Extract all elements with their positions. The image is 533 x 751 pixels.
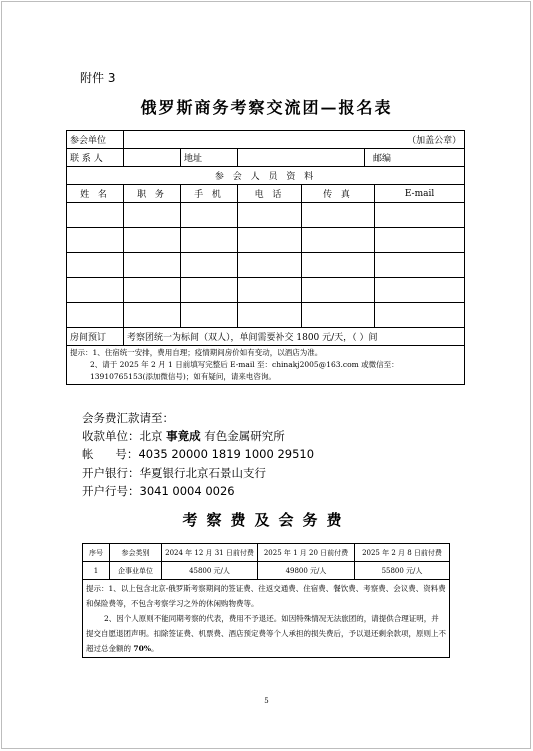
account-number: 4035 20000 1819 1000 29510 [138,447,315,462]
payee-rest: 有色金属研究所 [200,429,285,444]
unit-row [67,131,465,149]
address-label: 地址 [181,149,238,167]
col-fax: 传 真 [302,185,375,203]
attendee-cell[interactable] [375,278,465,303]
fee-header-tier3: 2025 年 2 月 8 日前付费 [355,544,450,562]
attendee-cell[interactable] [67,228,124,253]
registration-form-table [66,130,465,385]
attendee-row [67,203,465,228]
attendee-cell[interactable] [181,303,238,328]
postcode-label: 邮编 [373,154,392,164]
account-line [82,445,314,463]
attendee-cell[interactable] [181,253,238,278]
payee-label: 收款单位：北京 [82,429,167,444]
seal-note: （加盖公章） [407,136,462,146]
payee-line [82,427,314,445]
fee-tier1: 45800 元/人 [162,562,258,580]
fee-note-2-percent: 70% [133,644,151,653]
form-note-1: 提示：1、住宿统一安排，费用自理；疫情期间房价如有变动，以酒店为准。 [70,348,323,357]
fee-notes [83,580,450,658]
room-row [67,328,465,346]
attendee-cell[interactable] [67,253,124,278]
room-label: 房间预订 [67,328,124,346]
attendee-cell[interactable] [302,203,375,228]
attendee-row [67,278,465,303]
address-field[interactable] [238,149,365,167]
attendee-cell[interactable] [238,203,302,228]
bank-no-line [82,482,314,500]
column-header-row [67,185,465,203]
payee-bold: 事竟成 [166,429,201,444]
attendee-row [67,253,465,278]
form-note-2: 2、请于 2025 年 2 月 1 日前填写完整后 E-mail 至：chinakj2005@163.com 或微信至：13910765153(添加微信号)；如有疑问，请来电咨询。 [90,360,399,381]
fee-category: 企事业单位 [110,562,162,580]
attendee-cell[interactable] [67,278,124,303]
attendee-cell[interactable] [67,203,124,228]
bank-line [82,464,314,482]
attachment-label: 附件 3 [80,71,116,85]
bank-no: 3041 0004 0026 [139,483,235,498]
attendee-cell[interactable] [238,228,302,253]
col-mobile: 手 机 [181,185,238,203]
fee-note-2-end: 。 [150,644,159,653]
bank-name: 华夏银行北京石景山支行 [139,465,266,480]
form-notes [67,346,465,385]
fee-header-tier1: 2024 年 12 月 31 日前付费 [162,544,258,562]
fee-table [82,543,450,658]
payment-heading: 会务费汇款请至： [82,411,174,425]
col-phone: 电 话 [238,185,302,203]
fee-no: 1 [83,562,110,580]
attendee-cell[interactable] [238,303,302,328]
unit-label: 参会单位 [67,131,124,149]
attendee-cell[interactable] [124,203,181,228]
payment-info [82,409,314,500]
unit-field[interactable] [124,131,465,149]
attendee-cell[interactable] [124,303,181,328]
fee-header-no: 序号 [83,544,110,562]
form-notes-row [67,346,465,385]
fee-notes-row [83,580,450,658]
attendee-cell[interactable] [124,278,181,303]
page-number: 5 [264,697,269,705]
fee-header-row [83,544,450,562]
attendee-cell[interactable] [238,278,302,303]
col-name: 姓 名 [67,185,124,203]
fee-note-1: 提示：1、以上包含北京-俄罗斯考察期间的签证费、往返交通费、住宿费、餐饮费、考察费、会议费、资料费和保险费等，不包含考察学习之外的休闲购物费等。 [86,584,446,608]
bank-label: 开户银行： [82,465,140,480]
attendee-row [67,303,465,328]
account-label: 帐 号： [82,447,139,462]
fee-row [83,562,450,580]
fee-tier3: 55800 元/人 [355,562,450,580]
attendee-cell[interactable] [302,303,375,328]
room-text[interactable]: 考察团统一为标间（双人），单间需要补交 1800 元/天，（ ）间 [124,328,465,346]
attendee-cell[interactable] [302,278,375,303]
contact-field[interactable] [124,149,181,167]
attendee-cell[interactable] [67,303,124,328]
attendee-cell[interactable] [302,228,375,253]
section-header: 参 会 人 员 资 料 [67,167,465,185]
attendee-cell[interactable] [238,253,302,278]
col-title: 职 务 [124,185,181,203]
attendee-cell[interactable] [302,253,375,278]
fee-header-tier2: 2025 年 1 月 20 日前付费 [258,544,355,562]
col-email: E-mail [375,185,465,203]
attendee-row [67,228,465,253]
attendee-cell[interactable] [181,228,238,253]
fee-note-2-text: 2、因个人原则不能同期考察的代表，费用不予退还。如因特殊情况无法旅团的，请提供合理证明，并提交自愿退团声明。扣除签证费、机票费、酒店预定费等个人承担的损失费后，予以退还剩余款项，原则上不超过总金额的 [86,614,446,653]
attendee-cell[interactable] [124,228,181,253]
attendee-cell[interactable] [375,253,465,278]
attendee-cell[interactable] [375,203,465,228]
attendee-cell[interactable] [181,278,238,303]
attendee-cell[interactable] [181,203,238,228]
postcode-cell[interactable] [365,149,465,167]
fee-tier2: 49800 元/人 [258,562,355,580]
fee-header-category: 参会类别 [110,544,162,562]
bank-no-label: 开户行号： [82,483,140,498]
contact-row [67,149,465,167]
fee-title: 考察费及会务费 [182,511,351,529]
attendee-cell[interactable] [375,228,465,253]
attendee-cell[interactable] [375,303,465,328]
attendee-cell[interactable] [124,253,181,278]
page-title: 俄罗斯商务考察交流团—报名表 [140,98,393,117]
contact-label: 联 系 人 [67,149,124,167]
section-header-row [67,167,465,185]
fee-note-2 [86,611,446,656]
